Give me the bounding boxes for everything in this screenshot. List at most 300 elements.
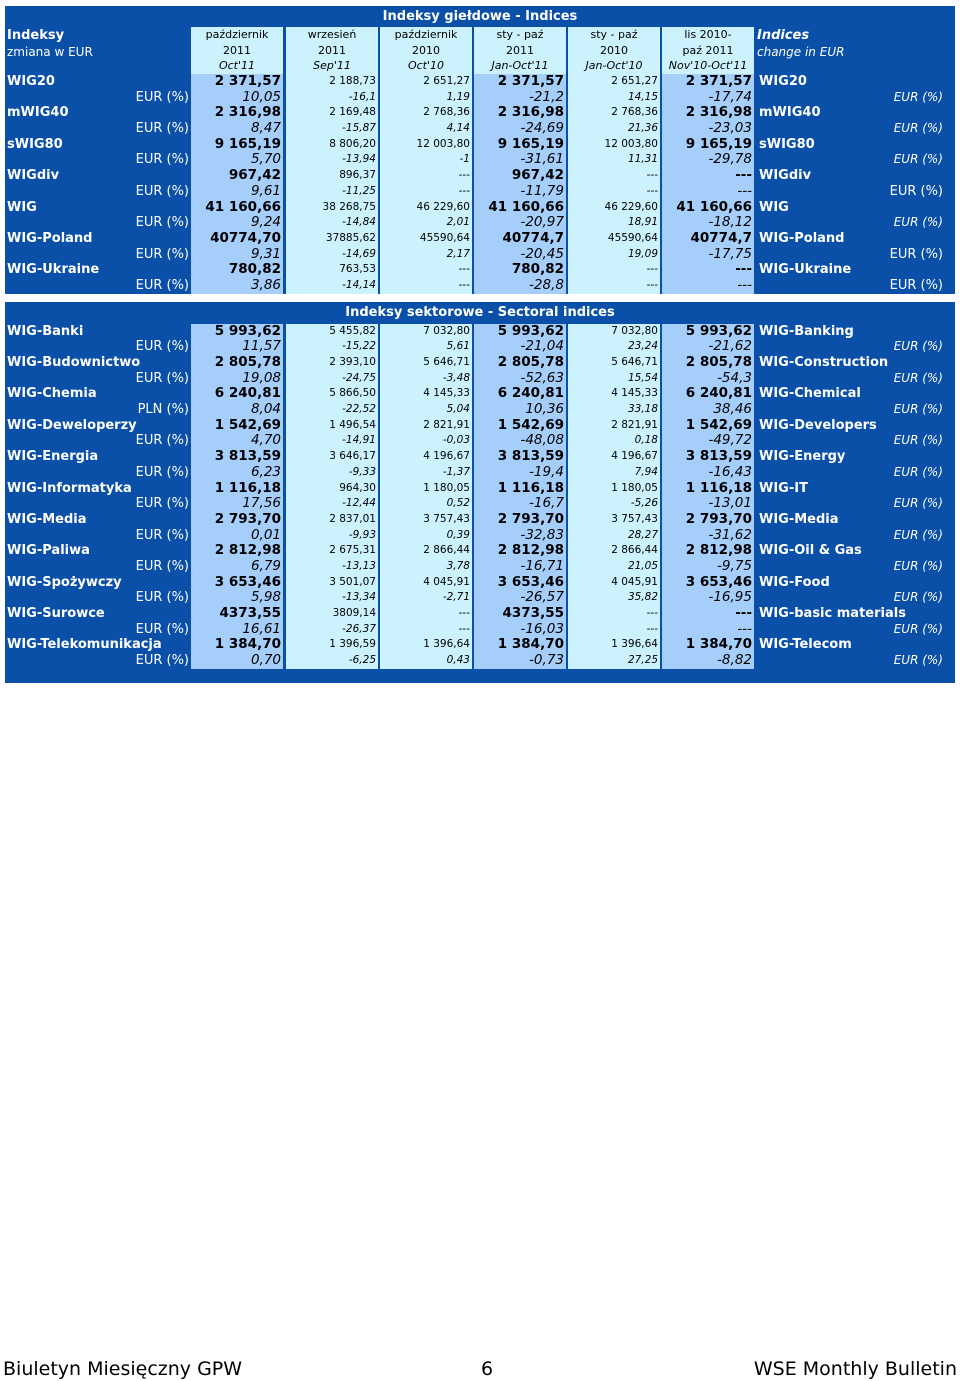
index-value-cell: 1 396,59 xyxy=(286,637,378,653)
index-value-cell: 2 866,44 xyxy=(568,543,660,559)
index-name: WIG-Spożywczy xyxy=(7,574,122,590)
index-value-cell: 9 165,19 xyxy=(662,137,754,153)
index-value-cell: 45590,64 xyxy=(568,231,660,247)
index-change-row xyxy=(5,653,955,669)
index-value-cell: 4 045,91 xyxy=(568,575,660,591)
index-value-row xyxy=(5,449,955,465)
index-name-en: WIG-Chemical xyxy=(759,386,861,402)
index-value-cell: 2 371,57 xyxy=(662,74,754,90)
index-name-en: WIG-Media xyxy=(759,511,839,527)
index-change-cell: -14,69 xyxy=(286,247,378,263)
index-change-cell: -14,91 xyxy=(286,433,378,449)
index-value-cell: 40774,7 xyxy=(662,231,754,247)
index-change-cell: --- xyxy=(568,622,660,638)
index-name-en: WIG-Construction xyxy=(759,355,889,370)
index-change-cell: -20,97 xyxy=(474,215,566,231)
index-change-cell: -31,61 xyxy=(474,152,566,168)
index-change-cell: 10,05 xyxy=(191,90,283,106)
index-value-cell: --- xyxy=(662,168,754,184)
index-change-cell: 19,08 xyxy=(191,371,283,387)
index-change-cell: -20,45 xyxy=(474,247,566,263)
header-change: change in EUR xyxy=(757,45,845,59)
index-change-cell: -54,3 xyxy=(662,371,754,387)
change-unit-label-en: EUR (%) xyxy=(893,433,943,448)
index-value-cell: 40774,7 xyxy=(474,231,566,247)
index-value-cell: 1 180,05 xyxy=(568,481,660,497)
index-value-cell: 1 542,69 xyxy=(662,418,754,434)
change-unit-label-en: EUR (%) xyxy=(893,590,943,605)
index-change-cell: 2,17 xyxy=(380,247,472,263)
index-value-cell: 2 371,57 xyxy=(191,74,283,90)
index-value-cell: 2 371,57 xyxy=(474,74,566,90)
index-change-cell: 21,36 xyxy=(568,121,660,137)
index-value-cell: 6 240,81 xyxy=(474,386,566,402)
index-change-row xyxy=(5,184,955,200)
index-value-cell: 2 316,98 xyxy=(191,105,283,121)
header-left-caption xyxy=(7,28,191,60)
index-change-cell: 0,18 xyxy=(568,433,660,449)
change-unit-label-en: EUR (%) xyxy=(893,89,943,104)
index-value-cell: 2 651,27 xyxy=(380,74,472,90)
index-change-row xyxy=(5,465,955,481)
index-change-cell: -49,72 xyxy=(662,433,754,449)
index-value-cell: 964,30 xyxy=(286,481,378,497)
index-name-en: WIG-Developers xyxy=(759,417,877,433)
index-value-cell: 967,42 xyxy=(191,168,283,184)
index-name: WIG xyxy=(7,199,37,215)
index-value-cell: 8 806,20 xyxy=(286,137,378,153)
index-name-en: mWIG40 xyxy=(759,105,821,121)
index-value-cell: 1 496,54 xyxy=(286,418,378,434)
index-change-cell: -0,73 xyxy=(474,653,566,669)
index-value-row xyxy=(5,105,955,121)
index-value-cell: 5 866,50 xyxy=(286,386,378,402)
change-unit-label: EUR (%) xyxy=(135,496,189,512)
index-value-row xyxy=(5,324,955,340)
index-change-cell: --- xyxy=(380,278,472,294)
index-change-cell: -31,62 xyxy=(662,528,754,544)
index-change-row xyxy=(5,590,955,606)
index-change-cell: -13,13 xyxy=(286,559,378,575)
change-unit-label: EUR (%) xyxy=(135,464,189,480)
change-unit-label: EUR (%) xyxy=(135,370,189,386)
index-name: mWIG40 xyxy=(7,105,69,121)
index-value-cell: 7 032,80 xyxy=(380,324,472,340)
index-value-cell: 2 866,44 xyxy=(380,543,472,559)
header-indeksy: Indeksy xyxy=(7,28,65,43)
index-value-row xyxy=(5,231,955,247)
index-change-cell: -9,33 xyxy=(286,465,378,481)
index-change-cell: 6,23 xyxy=(191,465,283,481)
index-change-row xyxy=(5,215,955,231)
index-change-cell: 0,70 xyxy=(191,653,283,669)
change-unit-label-en: EUR (%) xyxy=(893,527,943,542)
index-value-cell: 5 646,71 xyxy=(568,355,660,371)
index-value-cell: 38 268,75 xyxy=(286,200,378,216)
index-change-cell: --- xyxy=(568,184,660,200)
index-value-cell: 1 396,64 xyxy=(568,637,660,653)
index-change-row xyxy=(5,278,955,294)
index-value-cell: 2 793,70 xyxy=(191,512,283,528)
change-unit-label: EUR (%) xyxy=(135,558,189,574)
index-value-cell: 2 768,36 xyxy=(568,105,660,121)
index-name-en: WIG-Energy xyxy=(759,449,846,465)
index-change-row xyxy=(5,247,955,263)
index-change-cell: -1,37 xyxy=(380,465,472,481)
index-change-cell: -14,84 xyxy=(286,215,378,231)
index-change-cell: --- xyxy=(662,622,754,638)
index-value-cell: 1 396,64 xyxy=(380,637,472,653)
index-value-cell: 2 837,01 xyxy=(286,512,378,528)
index-name-en: WIG-Ukraine xyxy=(759,262,852,278)
index-value-cell: 2 675,31 xyxy=(286,543,378,559)
index-change-cell: -11,25 xyxy=(286,184,378,200)
footer-page-number: 6 xyxy=(481,1358,494,1380)
index-value-cell: 3 757,43 xyxy=(568,512,660,528)
index-change-cell: -9,75 xyxy=(662,559,754,575)
index-value-cell: 2 651,27 xyxy=(568,74,660,90)
index-value-cell: 2 805,78 xyxy=(191,355,283,371)
index-change-cell: -18,12 xyxy=(662,215,754,231)
index-change-cell: 28,27 xyxy=(568,528,660,544)
index-value-cell: 2 393,10 xyxy=(286,355,378,371)
index-change-row xyxy=(5,152,955,168)
footer-left-title: Biuletyn Miesięczny GPW xyxy=(3,1358,243,1380)
change-unit-label-en: EUR (%) xyxy=(889,183,943,199)
index-change-cell: -3,48 xyxy=(380,371,472,387)
index-change-cell: -17,75 xyxy=(662,247,754,263)
index-value-cell: 3 813,59 xyxy=(474,449,566,465)
index-value-cell: 4 196,67 xyxy=(568,449,660,465)
index-change-cell: 23,24 xyxy=(568,339,660,355)
index-value-cell: --- xyxy=(568,606,660,622)
index-change-cell: 21,05 xyxy=(568,559,660,575)
index-name-en: sWIG80 xyxy=(759,136,815,152)
index-change-cell: 4,14 xyxy=(380,121,472,137)
index-value-cell: 2 316,98 xyxy=(474,105,566,121)
change-unit-label: EUR (%) xyxy=(135,121,189,137)
index-change-cell: 14,15 xyxy=(568,90,660,106)
index-value-cell: 1 116,18 xyxy=(191,481,283,497)
index-value-cell: 3 813,59 xyxy=(191,449,283,465)
index-change-cell: 5,98 xyxy=(191,590,283,606)
change-unit-label-en: EUR (%) xyxy=(893,653,943,668)
index-name-en: WIGdiv xyxy=(759,168,812,184)
index-value-cell: 1 384,70 xyxy=(662,637,754,653)
index-change-cell: -8,82 xyxy=(662,653,754,669)
index-value-cell: 896,37 xyxy=(286,168,378,184)
index-value-cell: 967,42 xyxy=(474,168,566,184)
index-value-cell: 4 145,33 xyxy=(568,386,660,402)
index-value-cell: 4 196,67 xyxy=(380,449,472,465)
index-name: WIG-Paliwa xyxy=(7,543,90,559)
index-change-cell: -21,04 xyxy=(474,339,566,355)
index-change-row xyxy=(5,371,955,387)
column-header-6: lis 2010- paź 2011 Nov'10-Oct'11 xyxy=(662,27,754,74)
index-value-row xyxy=(5,137,955,153)
index-value-cell: --- xyxy=(380,168,472,184)
index-name: WIG-Banki xyxy=(7,323,84,339)
index-change-cell: --- xyxy=(662,184,754,200)
index-change-cell: 9,31 xyxy=(191,247,283,263)
change-unit-label: EUR (%) xyxy=(135,277,189,293)
index-change-cell: -14,14 xyxy=(286,278,378,294)
index-value-cell: 4 045,91 xyxy=(380,575,472,591)
change-unit-label: PLN (%) xyxy=(137,402,189,418)
index-change-cell: -0,03 xyxy=(380,433,472,449)
change-unit-label: EUR (%) xyxy=(135,339,189,355)
index-name: WIG-Ukraine xyxy=(7,262,100,278)
index-name: WIG-Chemia xyxy=(7,386,97,402)
index-change-cell: 35,82 xyxy=(568,590,660,606)
index-name: WIGdiv xyxy=(7,168,60,184)
change-unit-label: EUR (%) xyxy=(135,183,189,199)
index-change-cell: -16,43 xyxy=(662,465,754,481)
index-value-row xyxy=(5,575,955,591)
index-change-cell: 3,86 xyxy=(191,278,283,294)
index-change-cell: -13,01 xyxy=(662,496,754,512)
indices-table-body xyxy=(5,74,955,294)
index-value-cell: 1 180,05 xyxy=(380,481,472,497)
index-name: WIG-Deweloperzy xyxy=(7,417,137,433)
index-change-cell: -17,74 xyxy=(662,90,754,106)
index-change-row xyxy=(5,496,955,512)
index-change-row xyxy=(5,559,955,575)
index-change-cell: -13,94 xyxy=(286,152,378,168)
index-change-cell: -1 xyxy=(380,152,472,168)
index-value-cell: 46 229,60 xyxy=(568,200,660,216)
index-name: WIG-Poland xyxy=(7,230,93,246)
index-change-cell: 0,01 xyxy=(191,528,283,544)
index-change-cell: -5,26 xyxy=(568,496,660,512)
index-value-row xyxy=(5,200,955,216)
column-header-1: październik 2011 Oct'11 xyxy=(191,27,283,74)
index-change-cell: -16,95 xyxy=(662,590,754,606)
index-change-row xyxy=(5,121,955,137)
index-value-cell: 41 160,66 xyxy=(474,200,566,216)
index-value-cell: 6 240,81 xyxy=(662,386,754,402)
index-change-row xyxy=(5,90,955,106)
index-change-cell: --- xyxy=(662,278,754,294)
index-value-cell: 2 793,70 xyxy=(662,512,754,528)
index-value-cell: 3 653,46 xyxy=(191,575,283,591)
index-value-cell: 2 188,73 xyxy=(286,74,378,90)
index-change-cell: 33,18 xyxy=(568,402,660,418)
change-unit-label-en: EUR (%) xyxy=(889,246,943,262)
index-change-cell: -23,03 xyxy=(662,121,754,137)
change-unit-label-en: EUR (%) xyxy=(893,121,943,136)
column-header-3: październik 2010 Oct'10 xyxy=(380,27,472,74)
index-value-cell: 3 653,46 xyxy=(662,575,754,591)
index-name-en: WIG-Banking xyxy=(759,323,854,339)
index-change-cell: -16,1 xyxy=(286,90,378,106)
index-change-cell: 4,70 xyxy=(191,433,283,449)
change-unit-label: EUR (%) xyxy=(135,621,189,637)
column-header-4: sty - paź 2011 Jan-Oct'11 xyxy=(474,27,566,74)
index-change-cell: 6,79 xyxy=(191,559,283,575)
index-change-cell: 0,52 xyxy=(380,496,472,512)
index-value-cell: 12 003,80 xyxy=(380,137,472,153)
header-zmiana: zmiana w EUR xyxy=(7,45,93,59)
index-change-cell: --- xyxy=(568,278,660,294)
index-name-en: WIG-IT xyxy=(759,480,808,496)
index-change-cell: 3,78 xyxy=(380,559,472,575)
index-value-cell: 12 003,80 xyxy=(568,137,660,153)
index-value-cell: 3809,14 xyxy=(286,606,378,622)
change-unit-label-en: EUR (%) xyxy=(893,152,943,167)
index-value-row xyxy=(5,637,955,653)
index-value-cell: 5 993,62 xyxy=(474,324,566,340)
index-change-cell: -16,7 xyxy=(474,496,566,512)
index-change-cell: -26,57 xyxy=(474,590,566,606)
index-value-cell: 3 757,43 xyxy=(380,512,472,528)
index-change-cell: -11,79 xyxy=(474,184,566,200)
index-change-cell: --- xyxy=(380,622,472,638)
index-name: sWIG80 xyxy=(7,136,63,152)
index-value-cell: 9 165,19 xyxy=(474,137,566,153)
index-change-cell: -24,75 xyxy=(286,371,378,387)
index-change-cell: 0,43 xyxy=(380,653,472,669)
index-value-cell: 780,82 xyxy=(191,262,283,278)
index-change-cell: -9,93 xyxy=(286,528,378,544)
index-change-cell: 0,39 xyxy=(380,528,472,544)
index-value-cell: 3 813,59 xyxy=(662,449,754,465)
change-unit-label: EUR (%) xyxy=(135,433,189,449)
index-value-cell: 3 501,07 xyxy=(286,575,378,591)
index-change-cell: -29,78 xyxy=(662,152,754,168)
index-name-en: WIG-Oil & Gas xyxy=(759,543,862,559)
index-value-cell: 5 455,82 xyxy=(286,324,378,340)
index-value-cell: 2 793,70 xyxy=(474,512,566,528)
index-value-row xyxy=(5,543,955,559)
index-value-cell: 7 032,80 xyxy=(568,324,660,340)
index-name-en: WIG xyxy=(759,199,789,215)
change-unit-label-en: EUR (%) xyxy=(893,339,943,354)
change-unit-label-en: EUR (%) xyxy=(893,370,943,385)
index-change-cell: 5,61 xyxy=(380,339,472,355)
index-value-cell: 5 993,62 xyxy=(191,324,283,340)
index-value-cell: 45590,64 xyxy=(380,231,472,247)
index-change-cell: -6,25 xyxy=(286,653,378,669)
index-value-cell: 1 116,18 xyxy=(474,481,566,497)
footer-right-title: WSE Monthly Bulletin xyxy=(753,1358,957,1380)
column-header-2: wrzesień 2011 Sep'11 xyxy=(286,27,378,74)
index-value-row xyxy=(5,512,955,528)
sectoral-title: Indeksy sektorowe - Sectoral indices xyxy=(345,304,615,320)
index-change-cell: -26,37 xyxy=(286,622,378,638)
index-name-en: WIG-Telecom xyxy=(759,637,852,653)
change-unit-label-en: EUR (%) xyxy=(893,621,943,636)
index-value-row xyxy=(5,386,955,402)
header-indices: Indices xyxy=(757,28,810,43)
change-unit-label-en: EUR (%) xyxy=(893,402,943,417)
index-value-cell: 2 805,78 xyxy=(662,355,754,371)
index-value-cell: 2 812,98 xyxy=(474,543,566,559)
index-name: WIG20 xyxy=(7,74,55,89)
index-value-cell: 4373,55 xyxy=(191,606,283,622)
change-unit-label-en: EUR (%) xyxy=(889,277,943,293)
index-value-cell: 2 821,91 xyxy=(568,418,660,434)
table-footer-bar xyxy=(5,669,955,683)
index-value-cell: --- xyxy=(662,606,754,622)
index-value-row xyxy=(5,262,955,278)
index-name: WIG-Energia xyxy=(7,449,99,465)
index-change-cell: -15,22 xyxy=(286,339,378,355)
index-value-cell: 41 160,66 xyxy=(191,200,283,216)
index-value-cell: 2 169,48 xyxy=(286,105,378,121)
sectoral-table-body xyxy=(5,324,955,669)
index-value-cell: 5 646,71 xyxy=(380,355,472,371)
index-change-cell: -12,44 xyxy=(286,496,378,512)
index-value-cell: 40774,70 xyxy=(191,231,283,247)
index-change-cell: 17,56 xyxy=(191,496,283,512)
index-value-cell: 2 316,98 xyxy=(662,105,754,121)
index-change-cell: 2,01 xyxy=(380,215,472,231)
change-unit-label: EUR (%) xyxy=(135,89,189,105)
index-name-en: WIG20 xyxy=(759,74,807,89)
index-value-row xyxy=(5,606,955,622)
index-value-cell: 4373,55 xyxy=(474,606,566,622)
sectoral-section-header xyxy=(5,302,955,324)
change-unit-label: EUR (%) xyxy=(135,653,189,669)
index-change-cell: 16,61 xyxy=(191,622,283,638)
index-change-cell: 9,61 xyxy=(191,184,283,200)
index-name-en: WIG-basic materials xyxy=(759,606,906,621)
change-unit-label-en: EUR (%) xyxy=(893,558,943,573)
change-unit-label: EUR (%) xyxy=(135,152,189,168)
change-unit-label-en: EUR (%) xyxy=(893,464,943,479)
index-value-cell: 4 145,33 xyxy=(380,386,472,402)
index-change-cell: 10,36 xyxy=(474,402,566,418)
bulletin-page xyxy=(5,6,955,683)
index-value-row xyxy=(5,168,955,184)
index-change-cell: 9,24 xyxy=(191,215,283,231)
index-change-cell: -21,62 xyxy=(662,339,754,355)
index-value-cell: 37885,62 xyxy=(286,231,378,247)
index-change-cell: 11,31 xyxy=(568,152,660,168)
table-header xyxy=(5,6,955,74)
index-value-cell: 41 160,66 xyxy=(662,200,754,216)
index-name: WIG-Surowce xyxy=(7,606,105,621)
index-change-cell: -15,87 xyxy=(286,121,378,137)
index-value-cell: 3 646,17 xyxy=(286,449,378,465)
index-value-cell: 1 542,69 xyxy=(474,418,566,434)
index-change-row xyxy=(5,622,955,638)
index-change-cell: 8,04 xyxy=(191,402,283,418)
index-change-cell: 27,25 xyxy=(568,653,660,669)
header-right-caption xyxy=(757,28,844,60)
index-value-cell: 46 229,60 xyxy=(380,200,472,216)
change-unit-label: EUR (%) xyxy=(135,246,189,262)
index-value-cell: --- xyxy=(662,262,754,278)
index-change-cell: 15,54 xyxy=(568,371,660,387)
change-unit-label: EUR (%) xyxy=(135,215,189,231)
index-value-cell: --- xyxy=(380,606,472,622)
index-change-cell: -24,69 xyxy=(474,121,566,137)
index-name: WIG-Informatyka xyxy=(7,480,132,496)
index-value-cell: 5 993,62 xyxy=(662,324,754,340)
index-value-cell: 2 768,36 xyxy=(380,105,472,121)
index-change-cell: -32,83 xyxy=(474,528,566,544)
index-value-cell: 2 805,78 xyxy=(474,355,566,371)
table-title: Indeksy giełdowe - Indices xyxy=(382,9,578,24)
index-change-row xyxy=(5,402,955,418)
index-change-cell: --- xyxy=(380,184,472,200)
change-unit-label: EUR (%) xyxy=(135,590,189,606)
index-value-row xyxy=(5,355,955,371)
index-value-cell: --- xyxy=(568,262,660,278)
index-value-cell: 763,53 xyxy=(286,262,378,278)
